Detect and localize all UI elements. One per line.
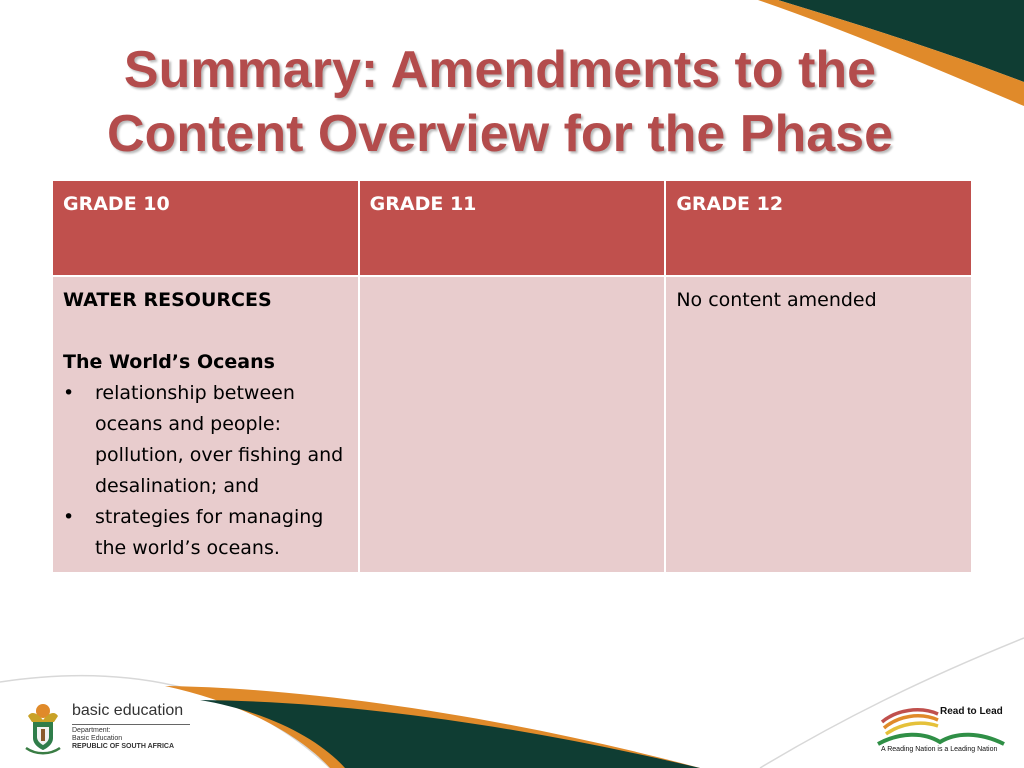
slide-title-line-2: Content Overview for the Phase bbox=[107, 105, 893, 163]
list-item-text: relationship between oceans and people: pollution, over fishing and desalination; and bbox=[95, 382, 344, 497]
slide-title bbox=[40, 38, 960, 166]
slide-title-line-1: Summary: Amendments to the bbox=[123, 41, 877, 99]
cell-grade-10 bbox=[52, 276, 359, 573]
department-name: basic education bbox=[72, 702, 184, 719]
coat-of-arms-icon bbox=[22, 700, 64, 756]
department-line-2: Basic Education bbox=[72, 735, 123, 742]
topic-subheading: The World’s Oceans bbox=[63, 351, 275, 373]
read-to-lead-title: Read to Lead bbox=[940, 706, 1003, 717]
read-to-lead-slogan: A Reading Nation is a Leading Nation bbox=[881, 746, 998, 753]
bullet-icon: • bbox=[63, 382, 75, 404]
header-grade-11: GRADE 11 bbox=[359, 180, 666, 276]
grade-12-text: No content amended bbox=[676, 289, 877, 311]
read-to-lead-logo bbox=[872, 700, 1012, 760]
table-row bbox=[52, 276, 972, 573]
department-logo bbox=[22, 700, 192, 756]
department-line-3: REPUBLIC OF SOUTH AFRICA bbox=[72, 743, 175, 750]
cell-grade-11 bbox=[359, 276, 666, 573]
content-overview-table bbox=[51, 179, 973, 574]
bullet-icon: • bbox=[63, 506, 75, 528]
topic-heading: WATER RESOURCES bbox=[63, 289, 272, 311]
list-item bbox=[63, 378, 348, 502]
table-header-row bbox=[52, 180, 972, 276]
topic-bullet-list bbox=[63, 378, 348, 564]
header-grade-12: GRADE 12 bbox=[665, 180, 972, 276]
department-divider bbox=[72, 724, 190, 725]
header-grade-10: GRADE 10 bbox=[52, 180, 359, 276]
department-details bbox=[72, 727, 174, 751]
list-item-text: strategies for managing the world’s oceans. bbox=[95, 506, 324, 559]
department-line-1: Department: bbox=[72, 727, 111, 734]
cell-grade-12 bbox=[665, 276, 972, 573]
list-item bbox=[63, 502, 348, 564]
